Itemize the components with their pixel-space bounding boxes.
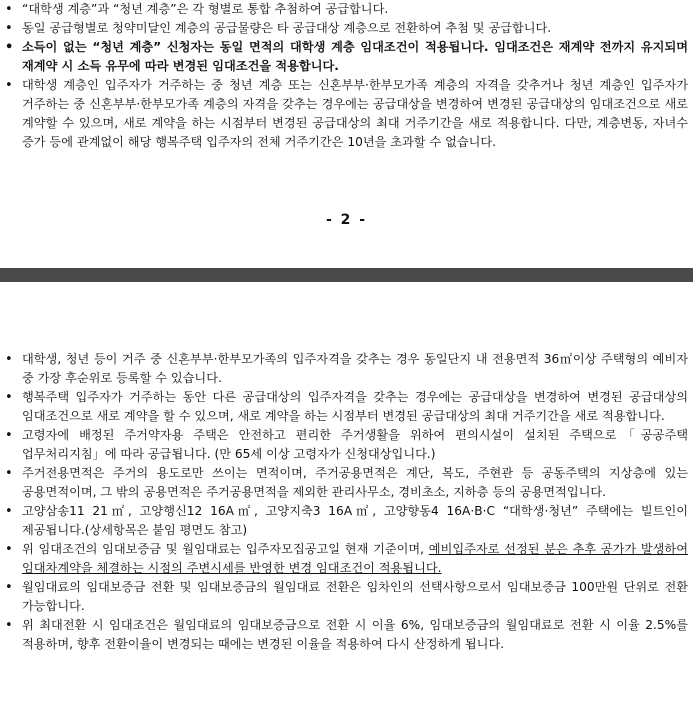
list-item: • 월임대료의 임대보증금 전환 및 임대보증금의 월임대료 전환은 임차인의 선택사항으로서 임대보증금 100만원 단위로 전환 가능합니다. (0, 578, 688, 616)
list-item: • 대학생, 청년 등이 거주 중 신혼부부·한부모가족의 입주자격을 갖추는 경우 동일단지 내 전용면적 36㎡이상 주택형의 예비자 중 가장 후순위로 등록할 수 있습니다. (0, 350, 688, 388)
notice-list-top (0, 0, 688, 152)
page-separator (0, 268, 693, 282)
list-item: • 위 최대전환 시 임대조건은 월임대료의 임대보증금으로 전환 시 이율 6%, 임대보증금의 월임대료로 전환 시 이율 2.5%를 적용하며, 향후 전환이율이 변경되는 때에는 변경된 이율을 적용하여 다시 산정하게 됩니다. (0, 616, 688, 654)
list-item: • 대학생 계층인 입주자가 거주하는 중 청년 계층 또는 신혼부부·한부모가족 계층의 자격을 갖추거나 청년 계층인 입주자가 거주하는 중 신혼부부·한부모가족 계층의 자격을 갖추는 경우에는 공급대상을 변경하여 변경된 공급대상의 임대조건으로 새로 계약할 수 있으며, 새로 계약을 하는 시점부터 변경된 공급대상의 최대 거주기간을 새로 적용합니다. 다만, 계층변동, 자녀수 증가 등에 관계없이 해당 행복주택 입주자의 전체 거주기간은 10년을 초과할 수 없습니다. (0, 76, 688, 152)
list-item: • 행복주택 입주자가 거주하는 동안 다른 공급대상의 입주자격을 갖추는 경우에는 공급대상을 변경하여 변경된 공급대상의 임대조건으로 새로 계약을 할 수 있으며, 새로 계약을 하는 시점부터 변경된 공급대상의 최대 거주기간을 새로 적용합니다. (0, 388, 688, 426)
list-item: • 고양삼송11 21㎡, 고양행신12 16A㎡, 고양지축3 16A㎡, 고양향동4 16A·B·C “대학생·청년” 주택에는 빌트인이 제공됩니다.(상세항목은 붙임 평면도 참고) (0, 502, 688, 540)
underlined-note: 예비입주자로 선정된 분은 추후 공가가 발생하여 임대차계약을 체결하는 시점의 주변시세를 반영한 변경 임대조건이 적용됩니다. (22, 542, 688, 575)
document-page-bottom (0, 282, 693, 703)
page-number: - 2 - (325, 212, 368, 228)
list-item-text: 위 임대조건의 임대보증금 및 월임대료는 입주자모집공고일 현재 기준이며, (22, 542, 429, 556)
list-item: • “대학생 계층”과 “청년 계층”은 각 형별로 통합 추첨하여 공급합니다. (0, 0, 688, 19)
list-item: • 동일 공급형별로 청약미달인 계층의 공급물량은 타 공급대상 계층으로 전환하여 추첨 및 공급합니다. (0, 19, 688, 38)
document-page-top (0, 0, 693, 268)
list-item (0, 540, 688, 578)
list-item: • 고령자에 배정된 주거약자용 주택은 안전하고 편리한 주거생활을 위하여 편의시설이 설치된 주택으로「공공주택 업무처리지침」에 따라 공급됩니다. (만 65세 이상 고령자가 신청대상입니다.) (0, 426, 688, 464)
list-item-emphasis: • 소득이 없는 “청년 계층” 신청자는 동일 면적의 대학생 계층 임대조건이 적용됩니다. 임대조건은 재계약 전까지 유지되며 재계약 시 소득 유무에 따라 변경된 임대조건을 적용합니다. (0, 38, 688, 76)
notice-list-bottom (0, 350, 688, 654)
list-item: • 주거전용면적은 주거의 용도로만 쓰이는 면적이며, 주거공용면적은 계단, 복도, 주현관 등 공동주택의 지상층에 있는 공용면적이며, 그 밖의 공용면적은 주거공용면적을 제외한 관리사무소, 경비초소, 지하층 등의 공용면적입니다. (0, 464, 688, 502)
